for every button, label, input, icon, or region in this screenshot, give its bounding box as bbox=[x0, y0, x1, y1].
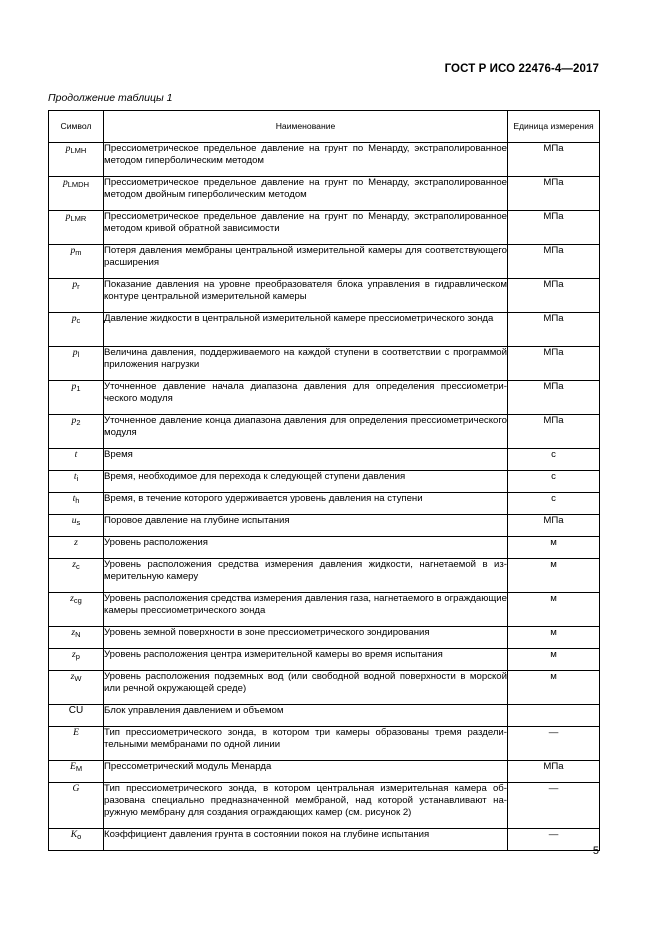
symbol-subscript: LMH bbox=[70, 146, 87, 155]
symbol-cell bbox=[49, 493, 104, 515]
name-cell: Потеря давления мембраны центральной измерительной камеры для соответствующего расширения bbox=[104, 245, 508, 279]
symbol-main: p bbox=[71, 381, 77, 392]
symbol-cell bbox=[49, 143, 104, 177]
table-row bbox=[49, 279, 600, 313]
symbol-subscript: LMR bbox=[70, 214, 87, 223]
unit-cell: м bbox=[508, 671, 600, 705]
unit-cell: МПа bbox=[508, 211, 600, 245]
name-cell: Поровое давление на глубине испытания bbox=[104, 515, 508, 537]
table-row bbox=[49, 593, 600, 627]
symbol-main: z bbox=[74, 537, 78, 548]
name-cell: Уточненное давление конца диапазона давления для определения прессиометрического модуля bbox=[104, 415, 508, 449]
symbol-subscript: LMDH bbox=[67, 180, 90, 189]
symbol-main: p bbox=[65, 211, 71, 222]
symbol-subscript: cg bbox=[73, 596, 82, 605]
table-row bbox=[49, 537, 600, 559]
symbol-cell bbox=[49, 347, 104, 381]
symbol-subscript: p bbox=[75, 652, 80, 661]
symbol-cell bbox=[49, 783, 104, 829]
unit-cell: МПа bbox=[508, 347, 600, 381]
symbol-cell bbox=[49, 279, 104, 313]
unit-cell: МПа bbox=[508, 143, 600, 177]
name-cell: Прессиометрическое предельное давление на грунт по Менарду, экстраполированное методом гиперболическим методом bbox=[104, 143, 508, 177]
unit-cell: МПа bbox=[508, 761, 600, 783]
table-row bbox=[49, 727, 600, 761]
unit-cell: МПа bbox=[508, 177, 600, 211]
unit-cell: с bbox=[508, 493, 600, 515]
table-row bbox=[49, 381, 600, 415]
table-row bbox=[49, 313, 600, 347]
symbol-subscript: W bbox=[74, 674, 82, 683]
document-header: ГОСТ Р ИСО 22476-4—2017 bbox=[444, 63, 599, 75]
symbol-subscript: 2 bbox=[76, 418, 81, 427]
symbol-cell bbox=[49, 515, 104, 537]
symbol-main: CU bbox=[68, 705, 84, 716]
unit-cell: м bbox=[508, 593, 600, 627]
table-caption: Продолжение таблицы 1 bbox=[48, 92, 173, 104]
symbol-subscript: s bbox=[76, 518, 81, 527]
table-header-row bbox=[49, 111, 600, 143]
unit-cell: МПа bbox=[508, 415, 600, 449]
symbol-cell bbox=[49, 559, 104, 593]
name-cell: Уточненное давление начала диапазона давления для определения прессиометрического модуля bbox=[104, 381, 508, 415]
symbol-cell bbox=[49, 627, 104, 649]
symbol-subscript: m bbox=[75, 248, 82, 257]
page-number: 5 bbox=[592, 845, 599, 857]
table-body bbox=[49, 143, 600, 851]
unit-cell: с bbox=[508, 471, 600, 493]
unit-cell: — bbox=[508, 727, 600, 761]
table-row bbox=[49, 143, 600, 177]
symbol-cell bbox=[49, 211, 104, 245]
symbol-subscript: c bbox=[76, 316, 81, 325]
name-cell: Коэффициент давления грунта в состоянии покоя на глубине испытания bbox=[104, 829, 508, 851]
symbol-main: p bbox=[71, 313, 77, 324]
symbol-main: p bbox=[71, 415, 77, 426]
table-row bbox=[49, 671, 600, 705]
table-row bbox=[49, 705, 600, 727]
symbol-subscript: c bbox=[75, 562, 80, 571]
name-cell: Прессиометрическое предельное давление на грунт по Менарду, экстраполированное методом двойным гиперболическим методом bbox=[104, 177, 508, 211]
name-cell: Уровень расположения средства измерения давления газа, нагнетаемого в ограждающие камеры прессиометрического зонда bbox=[104, 593, 508, 627]
unit-cell: м bbox=[508, 559, 600, 593]
name-cell: Время, необходимое для перехода к следующей ступени давления bbox=[104, 471, 508, 493]
symbol-cell bbox=[49, 415, 104, 449]
symbol-main: u bbox=[71, 515, 77, 526]
symbol-subscript: 1 bbox=[76, 384, 81, 393]
symbol-cell bbox=[49, 705, 104, 727]
column-header-unit: Единица измерения bbox=[508, 111, 600, 143]
table-row bbox=[49, 515, 600, 537]
symbol-subscript: o bbox=[77, 832, 82, 841]
table-row bbox=[49, 493, 600, 515]
symbol-subscript: i bbox=[76, 474, 79, 483]
symbol-cell bbox=[49, 829, 104, 851]
unit-cell bbox=[508, 705, 600, 727]
symbol-subscript: h bbox=[75, 496, 80, 505]
name-cell: Тип прессиометрического зонда, в котором три камеры образованы тремя разделительными мембранами по одной линии bbox=[104, 727, 508, 761]
table-row bbox=[49, 177, 600, 211]
table-row bbox=[49, 627, 600, 649]
name-cell: Блок управления давлением и объемом bbox=[104, 705, 508, 727]
table-row bbox=[49, 761, 600, 783]
name-cell: Уровень расположения bbox=[104, 537, 508, 559]
name-cell: Время, в течение которого удерживается уровень давления на ступени bbox=[104, 493, 508, 515]
symbol-main: E bbox=[73, 727, 79, 738]
column-header-name: Наименование bbox=[104, 111, 508, 143]
symbol-main: z bbox=[70, 671, 75, 682]
unit-cell: м bbox=[508, 627, 600, 649]
symbol-cell bbox=[49, 593, 104, 627]
symbol-cell bbox=[49, 245, 104, 279]
symbol-main: E bbox=[69, 761, 76, 772]
name-cell: Уровень расположения центра измерительной камеры во время испытания bbox=[104, 649, 508, 671]
unit-cell: МПа bbox=[508, 381, 600, 415]
unit-cell: МПа bbox=[508, 313, 600, 347]
column-header-symbol: Символ bbox=[49, 111, 104, 143]
symbols-table bbox=[48, 110, 600, 851]
table-row bbox=[49, 211, 600, 245]
symbol-cell bbox=[49, 381, 104, 415]
symbol-cell bbox=[49, 471, 104, 493]
name-cell: Величина давления, поддерживаемого на каждой ступени в соответствии с программой приложения нагрузки bbox=[104, 347, 508, 381]
unit-cell: м bbox=[508, 537, 600, 559]
unit-cell: м bbox=[508, 649, 600, 671]
symbol-main: G bbox=[72, 783, 80, 794]
name-cell: Время bbox=[104, 449, 508, 471]
symbol-cell bbox=[49, 177, 104, 211]
symbol-main: t bbox=[73, 471, 77, 482]
symbol-cell bbox=[49, 671, 104, 705]
symbol-main: z bbox=[72, 559, 76, 570]
table-row bbox=[49, 415, 600, 449]
symbol-main: p bbox=[72, 347, 78, 358]
unit-cell: — bbox=[508, 783, 600, 829]
unit-cell: МПа bbox=[508, 279, 600, 313]
table-row bbox=[49, 245, 600, 279]
name-cell: Давление жидкости в центральной измерительной камере прессиометрического зонда bbox=[104, 313, 508, 347]
symbol-main: p bbox=[62, 177, 68, 188]
symbol-cell bbox=[49, 649, 104, 671]
table-row bbox=[49, 559, 600, 593]
table-row bbox=[49, 783, 600, 829]
symbol-main: z bbox=[71, 627, 76, 638]
symbol-main: p bbox=[72, 279, 78, 290]
symbol-main: p bbox=[65, 143, 71, 154]
symbol-cell bbox=[49, 761, 104, 783]
symbol-main: K bbox=[70, 829, 78, 840]
table-row bbox=[49, 449, 600, 471]
table-row bbox=[49, 347, 600, 381]
symbol-cell bbox=[49, 727, 104, 761]
table-row bbox=[49, 829, 600, 851]
symbol-subscript: r bbox=[77, 282, 80, 291]
unit-cell: МПа bbox=[508, 515, 600, 537]
name-cell: Уровень расположения средства измерения давления жидкости, нагнетаемой в измерительную камеру bbox=[104, 559, 508, 593]
symbol-subscript: l bbox=[77, 350, 80, 359]
name-cell: Тип прессиометрического зонда, в котором центральная измерительная камера образована специально предназначенной мембраной, над которой устанавливают наружную мембрану для создания ограждающих камер (см. рисунок 2) bbox=[104, 783, 508, 829]
name-cell: Уровень расположения подземных вод (или свободной водной поверхности в морской или речной окружающей среде) bbox=[104, 671, 508, 705]
name-cell: Прессиометрическое предельное давление на грунт по Менарду, экстраполированное методом кривой обратной зависимости bbox=[104, 211, 508, 245]
symbol-main: p bbox=[70, 245, 76, 256]
symbol-main: z bbox=[72, 649, 76, 660]
unit-cell: МПа bbox=[508, 245, 600, 279]
symbol-cell bbox=[49, 537, 104, 559]
symbol-main: z bbox=[70, 593, 74, 604]
symbol-subscript: M bbox=[75, 764, 83, 773]
symbol-main: t bbox=[74, 449, 78, 460]
name-cell: Уровень земной поверхности в зоне прессиометрического зондирования bbox=[104, 627, 508, 649]
symbol-main: t bbox=[72, 493, 76, 504]
symbol-cell bbox=[49, 449, 104, 471]
symbol-cell bbox=[49, 313, 104, 347]
unit-cell: — bbox=[508, 829, 600, 851]
name-cell: Показание давления на уровне преобразователя блока управления в гидравлическом контуре центральной измерительной камеры bbox=[104, 279, 508, 313]
name-cell: Прессометрический модуль Менарда bbox=[104, 761, 508, 783]
table-row bbox=[49, 471, 600, 493]
table-row bbox=[49, 649, 600, 671]
symbol-subscript: N bbox=[75, 630, 81, 639]
unit-cell: с bbox=[508, 449, 600, 471]
